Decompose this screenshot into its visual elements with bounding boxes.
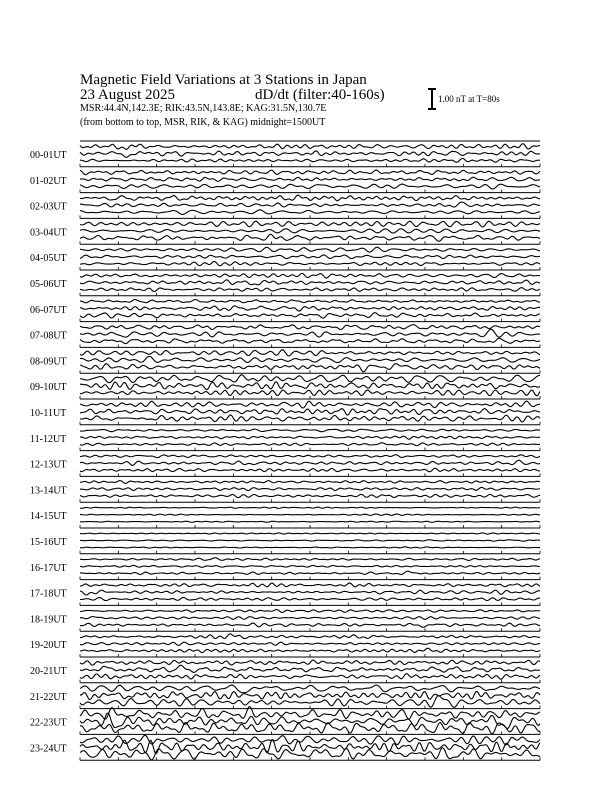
hour-panel [30,451,540,477]
hour-label: 16-17UT [30,562,67,574]
hour-label: 13-14UT [30,485,67,497]
rik-trace [80,590,540,595]
hour-label: 06-07UT [30,304,67,316]
msr-trace [80,648,540,652]
hour-panel [30,322,540,348]
rik-trace [80,151,540,157]
kag-trace [80,144,540,150]
kag-trace [80,350,540,356]
kag-trace [80,299,540,302]
rik-trace [80,540,540,541]
msr-trace [80,288,540,292]
rik-trace [80,487,540,490]
kag-trace [80,401,540,408]
hour-panel [30,373,540,399]
rik-trace [80,665,540,672]
msr-trace [80,234,540,241]
hour-label: 12-13UT [30,459,67,471]
rik-trace [80,565,540,567]
hour-label: 11-12UT [30,433,67,445]
rik-trace [80,642,540,645]
hour-label: 10-11UT [30,408,67,419]
msr-trace [80,390,540,396]
component-label: dD/dt (filter:40-160s) [255,87,385,103]
hour-panel [30,167,540,193]
hour-panel [30,476,540,502]
msr-trace [80,468,540,472]
chart-title: Magnetic Field Variations at 3 Stations in Japan [80,72,367,88]
rik-trace [80,280,540,285]
hour-label: 07-08UT [30,330,67,342]
kag-trace [80,481,540,484]
msr-trace [80,521,540,522]
kag-trace [80,634,540,639]
kag-trace [80,375,540,383]
msr-trace [80,184,540,189]
station-coordinates: MSR:44.4N,142.3E; RIK:43.5N,143.8E; KAG:31.5N,130.7E [80,103,327,114]
msr-trace [80,623,540,627]
msr-trace [80,674,540,680]
msr-trace [80,210,540,215]
hour-label: 14-15UT [30,511,67,523]
rik-trace [80,255,540,259]
hour-panel [30,554,540,580]
kag-trace [80,610,540,613]
hour-label: 09-10UT [30,382,67,394]
hour-label: 03-04UT [30,227,67,239]
hour-panel [30,707,540,735]
scale-label: 1.00 nT at T=80s [438,94,500,104]
hour-label: 18-19UT [30,614,67,626]
hour-panel [30,347,540,373]
hour-label: 04-05UT [30,253,67,265]
kag-trace [80,507,540,508]
hour-panel [30,296,540,322]
hour-label: 22-23UT [30,717,67,729]
msr-trace [80,338,540,343]
msr-trace [80,313,540,318]
hour-panel [30,580,540,606]
hour-panel [30,734,540,760]
rik-trace [80,177,540,181]
hour-panel [30,193,540,219]
msr-trace [80,571,540,574]
rik-trace [80,202,540,207]
hour-label: 17-18UT [30,588,67,600]
kag-trace [80,221,540,227]
rik-trace [80,436,540,439]
msr-trace [80,443,540,446]
hour-panel [30,631,540,657]
date-label: 23 August 2025 [80,87,176,103]
hour-panel [30,528,540,554]
rik-trace [80,514,540,515]
rik-trace [80,691,540,699]
hour-panel [30,141,540,167]
msr-trace [80,494,540,497]
hour-label: 23-24UT [30,743,67,755]
kag-trace [80,195,540,201]
msr-trace [80,158,540,162]
msr-trace [80,415,540,422]
hour-panel [30,657,540,683]
rik-trace [80,460,540,465]
kag-trace [80,583,540,587]
hour-panel [30,218,540,244]
hour-panel [30,270,540,296]
hour-label: 01-02UT [30,175,67,187]
hour-panel [30,683,540,709]
msr-trace [80,547,540,548]
hour-label: 05-06UT [30,279,67,290]
hour-label: 15-16UT [30,537,67,548]
rik-trace [80,329,540,337]
kag-trace [80,325,540,330]
rik-trace [80,229,540,233]
msr-trace [80,261,540,265]
hour-panel [30,605,540,631]
station-order-note: (from bottom to top, MSR, RIK, & KAG) midnight=1500UT [80,117,326,128]
kag-trace [80,685,540,693]
kag-trace [80,429,540,432]
rik-trace [80,306,540,311]
kag-trace [80,455,540,458]
kag-trace [80,247,540,252]
msr-trace [80,597,540,600]
hour-label: 08-09UT [30,356,67,368]
kag-trace [80,273,540,278]
kag-trace [80,558,540,561]
rik-trace [80,409,540,415]
rik-trace [80,382,540,390]
hour-label: 20-21UT [30,666,67,677]
kag-trace [80,533,540,534]
hour-label: 02-03UT [30,201,67,213]
hour-panel [30,425,540,451]
hour-panel [30,399,540,425]
rik-trace [80,356,540,362]
hour-panel [30,244,540,270]
hour-label: 21-22UT [30,691,67,703]
kag-trace [80,170,540,175]
kag-trace [80,660,540,665]
hour-label: 19-20UT [30,640,67,652]
hour-label: 00-01UT [30,150,67,161]
hour-panel [30,502,540,528]
rik-trace [80,617,540,620]
